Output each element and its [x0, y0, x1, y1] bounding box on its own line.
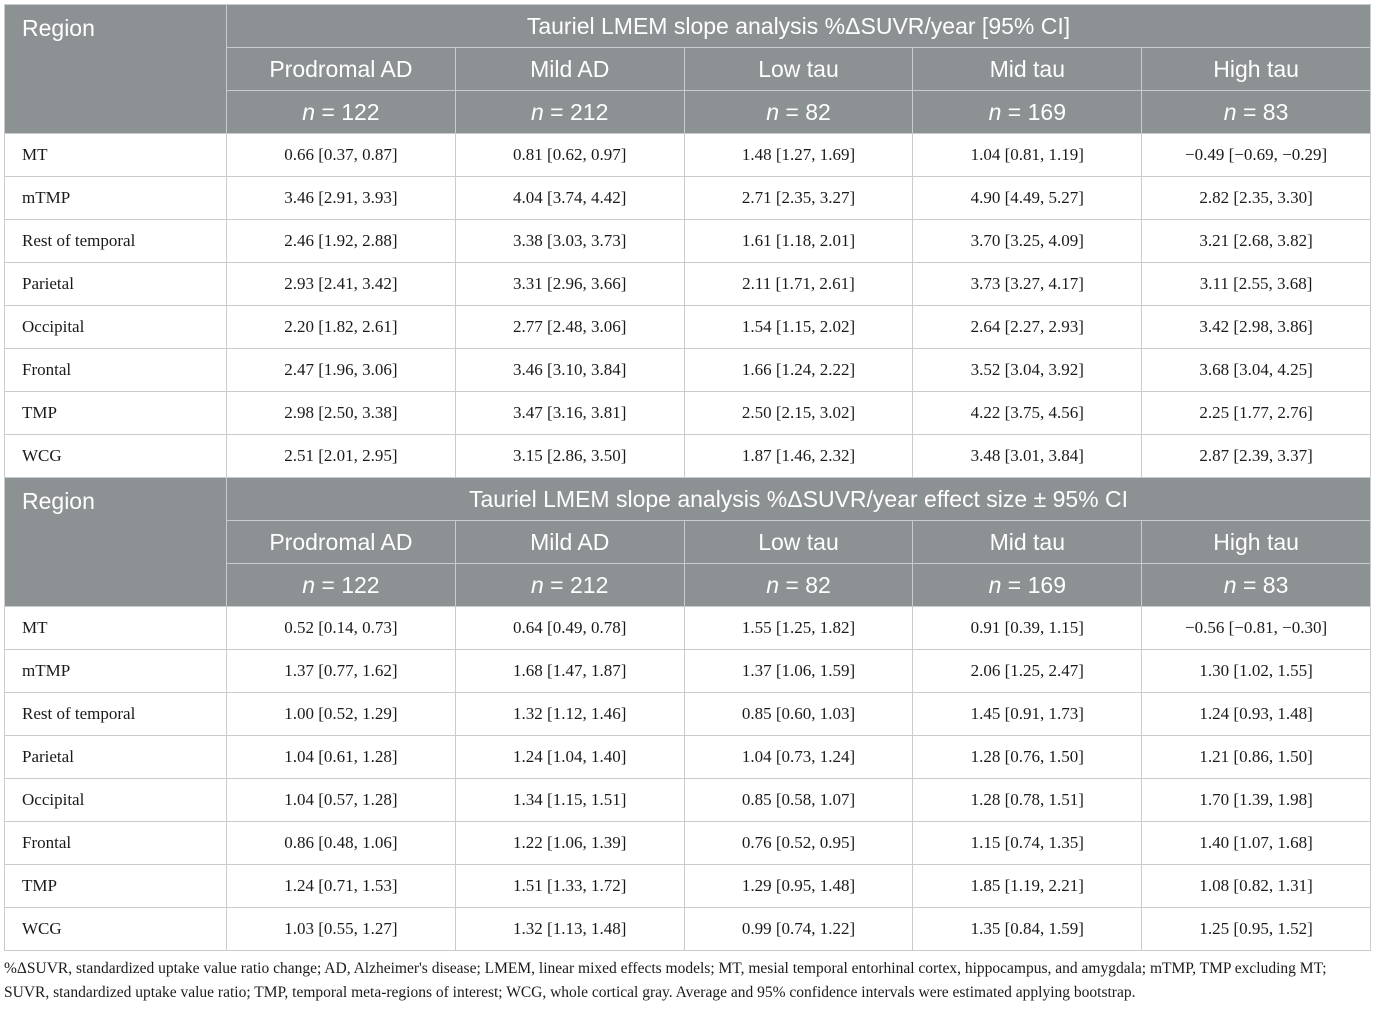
n-equals: = [1236, 571, 1263, 598]
n-symbol: n [766, 571, 779, 598]
value-cell: 1.55 [1.25, 1.82] [684, 607, 913, 650]
region-name: Parietal [5, 263, 227, 306]
n-symbol: n [1223, 98, 1237, 125]
region-name: TMP [5, 392, 227, 435]
n-equals: = [1236, 98, 1263, 125]
sample-size [684, 564, 913, 607]
group-header: Mild AD [455, 521, 684, 564]
value-cell: 1.04 [0.61, 1.28] [227, 736, 456, 779]
value-cell: 0.76 [0.52, 0.95] [684, 822, 913, 865]
table-row [5, 134, 1371, 177]
value-cell: 3.15 [2.86, 3.50] [455, 435, 684, 478]
n-value: 82 [805, 571, 831, 598]
value-cell: 1.66 [1.24, 2.22] [684, 349, 913, 392]
region-column-header: Region [5, 478, 227, 607]
table-row [5, 263, 1371, 306]
group-header: High tau [1142, 48, 1371, 91]
n-symbol: n [988, 98, 1002, 125]
value-cell: 1.61 [1.18, 2.01] [684, 220, 913, 263]
region-name: mTMP [5, 177, 227, 220]
value-cell: 1.04 [0.81, 1.19] [913, 134, 1142, 177]
sample-size [684, 91, 913, 134]
value-cell: 2.46 [1.92, 2.88] [227, 220, 456, 263]
value-cell: 2.98 [2.50, 3.38] [227, 392, 456, 435]
value-cell: 1.37 [0.77, 1.62] [227, 650, 456, 693]
value-cell: 2.93 [2.41, 3.42] [227, 263, 456, 306]
value-cell: 1.00 [0.52, 1.29] [227, 693, 456, 736]
value-cell: 3.46 [2.91, 3.93] [227, 177, 456, 220]
value-cell: 1.68 [1.47, 1.87] [455, 650, 684, 693]
value-cell: 4.22 [3.75, 4.56] [913, 392, 1142, 435]
n-value: 83 [1262, 571, 1289, 598]
region-name: WCG [5, 908, 227, 951]
value-cell: 1.24 [1.04, 1.40] [455, 736, 684, 779]
value-cell: 0.52 [0.14, 0.73] [227, 607, 456, 650]
value-cell: 1.29 [0.95, 1.48] [684, 865, 913, 908]
value-cell: 0.64 [0.49, 0.78] [455, 607, 684, 650]
n-symbol: n [988, 571, 1002, 598]
value-cell: 1.37 [1.06, 1.59] [684, 650, 913, 693]
value-cell: 2.06 [1.25, 2.47] [913, 650, 1142, 693]
value-cell: 0.99 [0.74, 1.22] [684, 908, 913, 951]
table-row [5, 306, 1371, 349]
table-row [5, 435, 1371, 478]
region-column-header: Region [5, 5, 227, 134]
value-cell: 1.32 [1.12, 1.46] [455, 693, 684, 736]
value-cell: 1.04 [0.57, 1.28] [227, 779, 456, 822]
value-cell: 1.70 [1.39, 1.98] [1142, 779, 1371, 822]
value-cell: 2.47 [1.96, 3.06] [227, 349, 456, 392]
value-cell: 1.04 [0.73, 1.24] [684, 736, 913, 779]
value-cell: 2.87 [2.39, 3.37] [1142, 435, 1371, 478]
sample-size [1142, 91, 1371, 134]
value-cell: 1.21 [0.86, 1.50] [1142, 736, 1371, 779]
region-name: MT [5, 134, 227, 177]
table-row [5, 865, 1371, 908]
region-name: MT [5, 607, 227, 650]
n-value: 169 [1027, 571, 1066, 598]
group-header: Mid tau [913, 48, 1142, 91]
n-equals: = [1001, 98, 1028, 125]
n-value: 122 [341, 98, 380, 125]
n-value: 82 [805, 98, 831, 125]
value-cell: 1.28 [0.76, 1.50] [913, 736, 1142, 779]
section-title: Tauriel LMEM slope analysis %ΔSUVR/year effect size ± 95% CI [227, 478, 1371, 521]
value-cell: 1.08 [0.82, 1.31] [1142, 865, 1371, 908]
value-cell: 1.35 [0.84, 1.59] [913, 908, 1142, 951]
value-cell: 3.46 [3.10, 3.84] [455, 349, 684, 392]
sample-size [913, 91, 1142, 134]
n-symbol: n [302, 571, 315, 598]
value-cell: 4.04 [3.74, 4.42] [455, 177, 684, 220]
n-equals: = [543, 571, 571, 598]
value-cell: 1.40 [1.07, 1.68] [1142, 822, 1371, 865]
value-cell: 2.77 [2.48, 3.06] [455, 306, 684, 349]
value-cell: 3.31 [2.96, 3.66] [455, 263, 684, 306]
sample-size [455, 91, 684, 134]
value-cell: 1.45 [0.91, 1.73] [913, 693, 1142, 736]
value-cell: 1.28 [0.78, 1.51] [913, 779, 1142, 822]
value-cell: 0.85 [0.58, 1.07] [684, 779, 913, 822]
value-cell: 2.11 [1.71, 2.61] [684, 263, 913, 306]
sample-size [227, 91, 456, 134]
n-equals: = [1001, 571, 1028, 598]
value-cell: 2.20 [1.82, 2.61] [227, 306, 456, 349]
region-name: Parietal [5, 736, 227, 779]
table-row [5, 220, 1371, 263]
results-table [4, 4, 1371, 951]
value-cell: 1.87 [1.46, 2.32] [684, 435, 913, 478]
region-name: TMP [5, 865, 227, 908]
value-cell: 3.52 [3.04, 3.92] [913, 349, 1142, 392]
sample-size [1142, 564, 1371, 607]
value-cell: −0.56 [−0.81, −0.30] [1142, 607, 1371, 650]
value-cell: 2.51 [2.01, 2.95] [227, 435, 456, 478]
sample-size [455, 564, 684, 607]
value-cell: 3.11 [2.55, 3.68] [1142, 263, 1371, 306]
n-value: 169 [1027, 98, 1066, 125]
value-cell: 3.48 [3.01, 3.84] [913, 435, 1142, 478]
table-row [5, 650, 1371, 693]
n-equals: = [543, 98, 571, 125]
value-cell: 1.03 [0.55, 1.27] [227, 908, 456, 951]
table-row [5, 822, 1371, 865]
n-symbol: n [302, 98, 315, 125]
n-value: 83 [1262, 98, 1289, 125]
value-cell: 1.30 [1.02, 1.55] [1142, 650, 1371, 693]
n-equals: = [778, 98, 806, 125]
n-symbol: n [531, 98, 544, 125]
value-cell: 1.34 [1.15, 1.51] [455, 779, 684, 822]
value-cell: 1.48 [1.27, 1.69] [684, 134, 913, 177]
section-header-row [5, 5, 1371, 48]
table-row [5, 349, 1371, 392]
value-cell: 0.86 [0.48, 1.06] [227, 822, 456, 865]
n-symbol: n [531, 571, 544, 598]
group-header: Prodromal AD [227, 48, 456, 91]
value-cell: 2.82 [2.35, 3.30] [1142, 177, 1371, 220]
region-name: Rest of temporal [5, 693, 227, 736]
n-equals: = [315, 571, 342, 598]
value-cell: 2.64 [2.27, 2.93] [913, 306, 1142, 349]
group-header: Low tau [684, 48, 913, 91]
table-footnote: %ΔSUVR, standardized uptake value ratio change; AD, Alzheimer's disease; LMEM, linear mixed effects models; MT, mesial temporal entorhinal cortex, hippocampus, and amygdala; mTMP, TMP excluding MT; SUVR, standardized uptake value ratio; TMP, temporal meta-regions of interest; WCG, whole cortical gray. Average and 95% confidence intervals were estimated applying bootstrap. [4, 960, 1327, 1001]
value-cell: 4.90 [4.49, 5.27] [913, 177, 1142, 220]
table-row [5, 392, 1371, 435]
value-cell: 2.50 [2.15, 3.02] [684, 392, 913, 435]
value-cell: 1.15 [0.74, 1.35] [913, 822, 1142, 865]
value-cell: 1.24 [0.93, 1.48] [1142, 693, 1371, 736]
n-symbol: n [1223, 571, 1237, 598]
n-value: 212 [570, 98, 609, 125]
value-cell: 0.66 [0.37, 0.87] [227, 134, 456, 177]
region-name: Occipital [5, 306, 227, 349]
region-name: Frontal [5, 822, 227, 865]
value-cell: 0.91 [0.39, 1.15] [913, 607, 1142, 650]
group-header: Prodromal AD [227, 521, 456, 564]
sample-size [227, 564, 456, 607]
results-table-container [4, 4, 1370, 951]
value-cell: 1.51 [1.33, 1.72] [455, 865, 684, 908]
table-row [5, 736, 1371, 779]
value-cell: 2.71 [2.35, 3.27] [684, 177, 913, 220]
value-cell: 3.68 [3.04, 4.25] [1142, 349, 1371, 392]
table-row [5, 693, 1371, 736]
value-cell: 0.85 [0.60, 1.03] [684, 693, 913, 736]
value-cell: 1.32 [1.13, 1.48] [455, 908, 684, 951]
region-name: Rest of temporal [5, 220, 227, 263]
group-header: Low tau [684, 521, 913, 564]
value-cell: 1.24 [0.71, 1.53] [227, 865, 456, 908]
value-cell: 0.81 [0.62, 0.97] [455, 134, 684, 177]
value-cell: 1.22 [1.06, 1.39] [455, 822, 684, 865]
value-cell: −0.49 [−0.69, −0.29] [1142, 134, 1371, 177]
value-cell: 3.47 [3.16, 3.81] [455, 392, 684, 435]
n-symbol: n [766, 98, 779, 125]
value-cell: 3.70 [3.25, 4.09] [913, 220, 1142, 263]
n-equals: = [315, 98, 342, 125]
region-name: Frontal [5, 349, 227, 392]
value-cell: 3.42 [2.98, 3.86] [1142, 306, 1371, 349]
value-cell: 3.21 [2.68, 3.82] [1142, 220, 1371, 263]
n-value: 212 [570, 571, 609, 598]
table-row [5, 779, 1371, 822]
n-equals: = [778, 571, 806, 598]
value-cell: 3.38 [3.03, 3.73] [455, 220, 684, 263]
value-cell: 1.85 [1.19, 2.21] [913, 865, 1142, 908]
section-title: Tauriel LMEM slope analysis %ΔSUVR/year [95% CI] [227, 5, 1371, 48]
group-header: Mild AD [455, 48, 684, 91]
region-name: WCG [5, 435, 227, 478]
section-header-row [5, 478, 1371, 521]
value-cell: 2.25 [1.77, 2.76] [1142, 392, 1371, 435]
region-name: Occipital [5, 779, 227, 822]
table-row [5, 607, 1371, 650]
value-cell: 3.73 [3.27, 4.17] [913, 263, 1142, 306]
table-row [5, 908, 1371, 951]
sample-size [913, 564, 1142, 607]
value-cell: 1.54 [1.15, 2.02] [684, 306, 913, 349]
n-value: 122 [341, 571, 380, 598]
region-name: mTMP [5, 650, 227, 693]
value-cell: 1.25 [0.95, 1.52] [1142, 908, 1371, 951]
group-header: High tau [1142, 521, 1371, 564]
table-row [5, 177, 1371, 220]
group-header: Mid tau [913, 521, 1142, 564]
